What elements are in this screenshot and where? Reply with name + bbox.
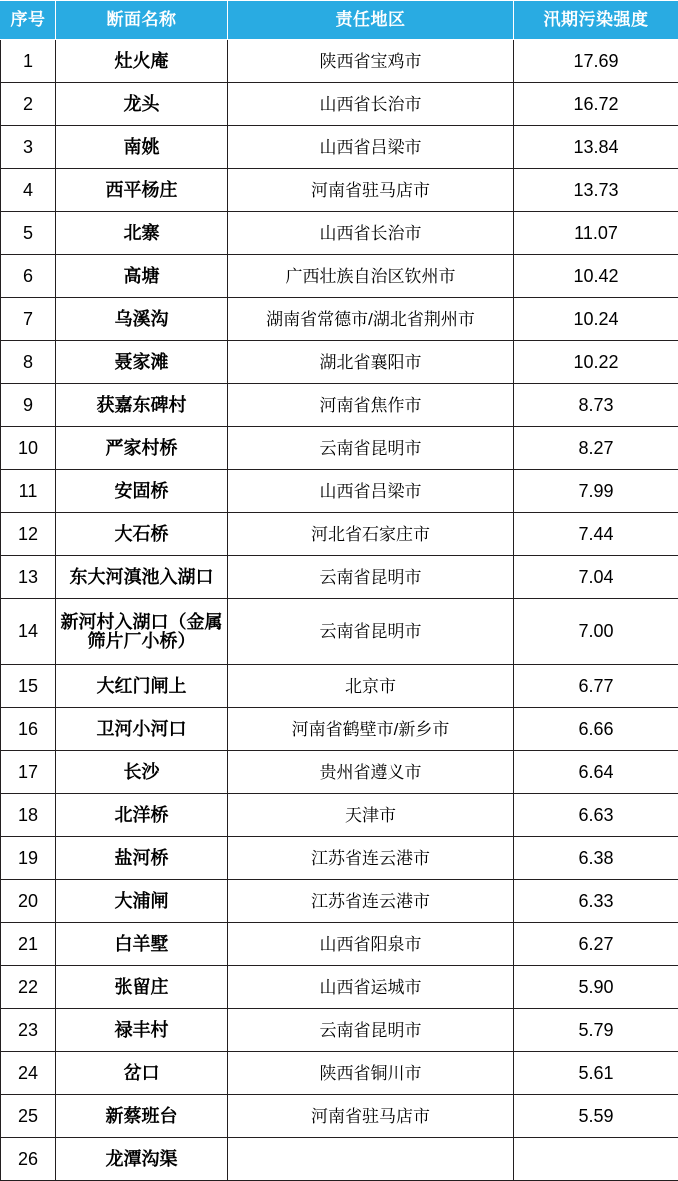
cell-region: 山西省吕梁市	[228, 126, 514, 169]
cell-value: 7.99	[514, 470, 678, 513]
cell-region: 天津市	[228, 794, 514, 837]
cell-section-name: 卫河小河口	[56, 708, 228, 751]
column-header-pollution-intensity: 汛期污染强度	[514, 1, 678, 40]
cell-index: 24	[1, 1052, 56, 1095]
table-header-row	[1, 1, 678, 40]
cell-index: 7	[1, 298, 56, 341]
cell-region: 河北省石家庄市	[228, 513, 514, 556]
column-header-section-name: 断面名称	[56, 1, 228, 40]
cell-section-name: 岔口	[56, 1052, 228, 1095]
cell-index: 4	[1, 169, 56, 212]
cell-index: 14	[1, 599, 56, 665]
cell-section-name: 获嘉东碑村	[56, 384, 228, 427]
table-row	[1, 513, 678, 556]
cell-index: 6	[1, 255, 56, 298]
cell-section-name: 乌溪沟	[56, 298, 228, 341]
cell-value: 5.59	[514, 1095, 678, 1138]
table-row	[1, 751, 678, 794]
table-row	[1, 556, 678, 599]
table-row	[1, 794, 678, 837]
table-row	[1, 599, 678, 665]
cell-index: 16	[1, 708, 56, 751]
column-header-responsible-region: 责任地区	[228, 1, 514, 40]
table-row	[1, 1052, 678, 1095]
column-header-index: 序号	[1, 1, 56, 40]
cell-section-name: 新河村入湖口（金属筛片厂小桥）	[56, 599, 228, 665]
table-row	[1, 298, 678, 341]
cell-region: 山西省运城市	[228, 966, 514, 1009]
cell-section-name: 东大河滇池入湖口	[56, 556, 228, 599]
cell-section-name: 龙潭沟渠	[56, 1138, 228, 1181]
table-row	[1, 169, 678, 212]
cell-section-name: 大红门闸上	[56, 665, 228, 708]
table-body	[1, 40, 678, 1181]
cell-section-name: 龙头	[56, 83, 228, 126]
cell-section-name: 张留庄	[56, 966, 228, 1009]
table-row	[1, 470, 678, 513]
cell-value: 16.72	[514, 83, 678, 126]
cell-section-name: 聂家滩	[56, 341, 228, 384]
cell-index: 1	[1, 40, 56, 83]
table-row	[1, 665, 678, 708]
table-header	[1, 1, 678, 40]
cell-value: 6.27	[514, 923, 678, 966]
table-row	[1, 212, 678, 255]
cell-value: 6.63	[514, 794, 678, 837]
cell-section-name: 南姚	[56, 126, 228, 169]
cell-region: 贵州省遵义市	[228, 751, 514, 794]
cell-index: 9	[1, 384, 56, 427]
cell-section-name: 灶火庵	[56, 40, 228, 83]
cell-index: 18	[1, 794, 56, 837]
cell-region: 云南省昆明市	[228, 1009, 514, 1052]
cell-index: 3	[1, 126, 56, 169]
table-row	[1, 966, 678, 1009]
table-row	[1, 40, 678, 83]
cell-region: 陕西省宝鸡市	[228, 40, 514, 83]
cell-value: 6.77	[514, 665, 678, 708]
cell-index: 10	[1, 427, 56, 470]
table-row	[1, 837, 678, 880]
cell-section-name: 禄丰村	[56, 1009, 228, 1052]
cell-region: 北京市	[228, 665, 514, 708]
cell-section-name: 北寨	[56, 212, 228, 255]
cell-index: 13	[1, 556, 56, 599]
table-row	[1, 126, 678, 169]
cell-region: 云南省昆明市	[228, 599, 514, 665]
table-row	[1, 1138, 678, 1181]
cell-section-name: 新蔡班台	[56, 1095, 228, 1138]
cell-region	[228, 1138, 514, 1181]
table-row	[1, 83, 678, 126]
cell-value: 17.69	[514, 40, 678, 83]
cell-region: 河南省鹤壁市/新乡市	[228, 708, 514, 751]
cell-value	[514, 1138, 678, 1181]
cell-value: 6.64	[514, 751, 678, 794]
cell-value: 5.61	[514, 1052, 678, 1095]
cell-section-name: 安固桥	[56, 470, 228, 513]
cell-region: 山西省阳泉市	[228, 923, 514, 966]
cell-section-name: 白羊墅	[56, 923, 228, 966]
table-row	[1, 341, 678, 384]
cell-region: 山西省长治市	[228, 83, 514, 126]
cell-index: 21	[1, 923, 56, 966]
table-row	[1, 880, 678, 923]
cell-index: 19	[1, 837, 56, 880]
cell-section-name: 西平杨庄	[56, 169, 228, 212]
cell-value: 13.84	[514, 126, 678, 169]
cell-value: 7.00	[514, 599, 678, 665]
cell-value: 6.33	[514, 880, 678, 923]
cell-index: 22	[1, 966, 56, 1009]
cell-value: 10.42	[514, 255, 678, 298]
cell-index: 11	[1, 470, 56, 513]
cell-value: 6.66	[514, 708, 678, 751]
cell-region: 山西省长治市	[228, 212, 514, 255]
cell-value: 8.27	[514, 427, 678, 470]
cell-index: 15	[1, 665, 56, 708]
cell-section-name: 高塘	[56, 255, 228, 298]
cell-value: 13.73	[514, 169, 678, 212]
cell-section-name: 盐河桥	[56, 837, 228, 880]
cell-index: 5	[1, 212, 56, 255]
cell-value: 8.73	[514, 384, 678, 427]
cell-value: 5.79	[514, 1009, 678, 1052]
cell-value: 10.22	[514, 341, 678, 384]
cell-index: 8	[1, 341, 56, 384]
cell-index: 23	[1, 1009, 56, 1052]
cell-region: 河南省焦作市	[228, 384, 514, 427]
cell-region: 广西壮族自治区钦州市	[228, 255, 514, 298]
cell-region: 湖北省襄阳市	[228, 341, 514, 384]
table-row	[1, 427, 678, 470]
cell-region: 陕西省铜川市	[228, 1052, 514, 1095]
table-row	[1, 708, 678, 751]
cell-value: 10.24	[514, 298, 678, 341]
table-row	[1, 384, 678, 427]
table-row	[1, 255, 678, 298]
cell-index: 25	[1, 1095, 56, 1138]
cell-section-name: 长沙	[56, 751, 228, 794]
cell-index: 2	[1, 83, 56, 126]
table-row	[1, 1095, 678, 1138]
cell-index: 17	[1, 751, 56, 794]
cell-index: 26	[1, 1138, 56, 1181]
cell-region: 云南省昆明市	[228, 556, 514, 599]
cell-value: 5.90	[514, 966, 678, 1009]
cell-section-name: 大浦闸	[56, 880, 228, 923]
cell-section-name: 北洋桥	[56, 794, 228, 837]
cell-section-name: 严家村桥	[56, 427, 228, 470]
table-row	[1, 1009, 678, 1052]
cell-value: 6.38	[514, 837, 678, 880]
cell-region: 河南省驻马店市	[228, 169, 514, 212]
cell-section-name: 大石桥	[56, 513, 228, 556]
table-row	[1, 923, 678, 966]
cell-region: 江苏省连云港市	[228, 880, 514, 923]
cell-value: 7.04	[514, 556, 678, 599]
cell-region: 山西省吕梁市	[228, 470, 514, 513]
cell-index: 20	[1, 880, 56, 923]
cell-region: 河南省驻马店市	[228, 1095, 514, 1138]
cell-region: 湖南省常德市/湖北省荆州市	[228, 298, 514, 341]
cell-region: 云南省昆明市	[228, 427, 514, 470]
cell-index: 12	[1, 513, 56, 556]
cell-region: 江苏省连云港市	[228, 837, 514, 880]
cell-value: 7.44	[514, 513, 678, 556]
cell-value: 11.07	[514, 212, 678, 255]
